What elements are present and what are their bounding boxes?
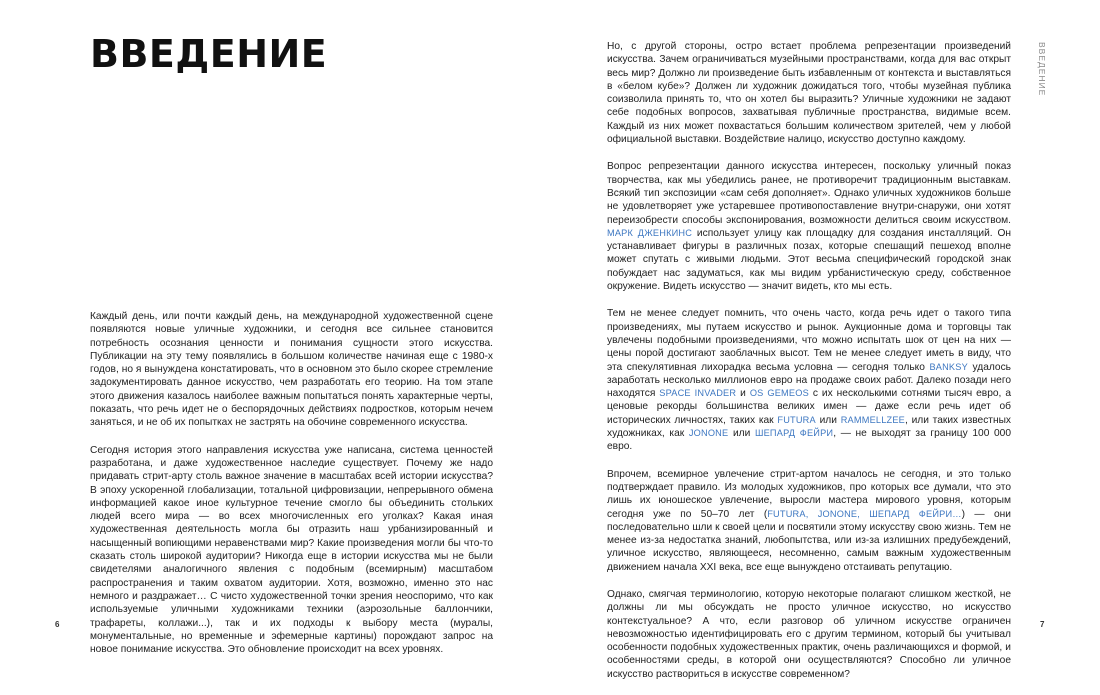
paragraph-text: Но, с другой стороны, остро встает проблема репрезентации произведений искусства. Зачем ограничиваться музейными пространствами, когда для вас открыт весь мир? Должно ли произведение быть избавленным от контекста и выставляться в «белом кубе»? Должен ли художник дожидаться того, чтобы музейная публика соизволила принять то, что он хотел бы выразить? Уличные художники не задают себе подобных вопросов, захватывая публичные пространства, видимые всем. Каждый из них может похвастаться большим количеством зрителей, чем у любой официальной выставки. Воздействие налицо, искусство доступно каждому.	[607, 41, 1011, 146]
paragraph-text: Вопрос репрезентации данного искусства интересен, поскольку уличный показ творчества, как мы убедились ранее, не противоречит традиционным выставкам. Всякий тип экспозиции «сам себя дополняет». Однако уличных художников больше не удовлетворяет уже устаревшее противопоставление внутри-снаружи, они хотят переизобрести способы экспонирования, возможности делиться своим искусством.	[607, 161, 1011, 226]
paragraph-text: Тем не менее следует помнить, что очень часто, когда речь идет о такого типа произведениях, мы путаем искусство и рынок. Аукционные дома и торговцы так увлечены подобными произведениями, что можно испытать шок от цен на них — цены порой достигают заоблачных высот. Тем не менее следует иметь в виду, что эта спекулятивная лихорадка весьма условна — сегодня только	[607, 308, 1011, 373]
artist-name-highlight: FUTURA	[777, 414, 816, 425]
paragraph-text: с их несколькими сотнями тысяч евро, а ценовые рекорды большинства великих имен — даже если речь идет об исторических личностях, таких как	[607, 388, 1011, 426]
left-text-column	[90, 310, 493, 670]
left-page	[0, 0, 550, 680]
paragraph-text: Сегодня история этого направления искусства уже написана, система ценностей разработана, и даже художественное наследие существует. Почему же надо придавать стрит-арту столь важное значение в масштабах всей истории искусства? В эпоху ускоренной глобализации, тотальной цифровизации, непрерывного обмена информацией какое иное культурное течение смогло бы объединить стольких людей всего мира — во всех многочисленных его уголках? Какая иная художественная деятельность могла бы отразить наш урбанизированный и насыщенный вопиющими неравенствами мир? Какие произведения могли бы что-то сказать столь широкой аудитории? Никогда еще в истории искусства мы не были свидетелями аналогичного явления с подобным (всемирным) масштабом распространения и таким охватом аудитории. Хотя, возможно, именно это нас немного и раздражает… С чисто художественной точки зрения неоспоримо, что как используемые уличными художниками техники (аэрозольные баллончики, трафареты, коллажи...), так и их подходы к выбору места (муралы, монументальные, но временные и эфемерные картины) порождают запрос на новое понимание искусства. Это обновление происходит на всех уровнях.	[90, 444, 493, 656]
paragraph	[607, 468, 1011, 574]
paragraph-text: Впрочем, всемирное увлечение стрит-артом началось не сегодня, и это только подтверждает правило. Из молодых художников, про которых все думали, что это лишь их юношеское увлечение, выросли мастера мирового уровня, которым сегодня уже по 50–70 лет (	[607, 468, 1011, 520]
paragraph	[607, 307, 1011, 453]
artist-name-highlight: JONONE	[688, 428, 729, 439]
paragraph	[607, 588, 1011, 681]
paragraph-text: Каждый день, или почти каждый день, на международной художественной сцене появляются новые уличные художники, и сегодня все сильнее становится потребность осознания ценности и понимания сущности этого искусства. Публикации на эту тему появлялись в большом количестве начиная еще с 1980-х годов, но я вынуждена констатировать, что в основном это было скорее стремление задокументировать данное искусство, чем разработать его теорию. На том этапе этого движения казалось наиболее важным попытаться понять характерные черты, показать, что речь идет не о беспорядочных действиях подростков, которым нечем заняться, и не об их попытках не застрять на обочине современного искусства.	[90, 311, 493, 429]
paragraph-text: или	[728, 428, 755, 440]
page-title: ВВЕДЕНИЕ	[90, 32, 328, 76]
artist-name-highlight: RAMMELLZEE	[840, 414, 905, 425]
paragraph-text: , — не выходят за границу 100 000 евро.	[607, 428, 1012, 453]
paragraph	[90, 310, 493, 430]
artist-name-highlight: SPACE INVADER	[659, 388, 737, 399]
paragraph	[90, 444, 493, 657]
paragraph	[607, 160, 1011, 293]
paragraph-text: или	[815, 414, 841, 426]
paragraph-text: и	[736, 388, 750, 400]
paragraph-text: Однако, смягчая терминологию, которую некоторые полагают слишком жесткой, не должны ли мы обсуждать не просто уличное искусство, но искусство контекстуальное? А что, если разговор об уличном искусстве ограничен невозможностью идентифицировать его с другим термином, который бы учитывал особенности подобных художественных практик, очень различающихся и формой, и особенностями среды, в которой они осуществляются? Способно ли уличное искусство раствориться в искусстве современном?	[607, 588, 1011, 680]
artist-name-highlight: МАРК ДЖЕНКИНС	[607, 227, 693, 238]
right-page	[550, 0, 1100, 680]
artist-name-highlight: OS GEMEOS	[749, 388, 809, 399]
paragraph-text: удалось заработать несколько миллионов евро на продаже своих работ. Далеко позади него находятся	[607, 361, 1011, 400]
paragraph-text: ) — они последовательно шли к своей цели и посвятили этому искусству свою жизнь. Тем не менее из-за недостатка знаний, любопытства, или из-за излишних предубеждений, уличное искусство, являющееся, несомненно, самым важным художественным движением начала XXI века, все еще вынуждено отстаивать репутацию.	[607, 508, 1011, 573]
page-number-right: 7	[1040, 620, 1045, 629]
artist-name-highlight: BANKSY	[929, 361, 968, 372]
artist-name-highlight: ШЕПАРД ФЕЙРИ	[754, 428, 834, 439]
paragraph-text: , или таких известных художниках, как	[607, 414, 1012, 440]
paragraph-text: использует улицу как площадку для создания инсталляций. Он устанавливает фигуры в различных позах, которые спешащий пешеход вполне может спутать с живыми людьми. Этот весьма специфический городской знак побуждает нас задуматься, как мы видим урбанистическую среду, собственное окружение. Видеть искусство — значит видеть, кто мы есть.	[607, 227, 1011, 293]
paragraph	[607, 40, 1011, 146]
artist-name-highlight: FUTURA, JONONE, ШЕПАРД ФЕЙРИ…	[767, 508, 962, 519]
right-text-column	[607, 40, 1011, 695]
section-running-label: ВВЕДЕНИЕ	[1037, 42, 1047, 97]
page-number-left: 6	[55, 620, 60, 629]
